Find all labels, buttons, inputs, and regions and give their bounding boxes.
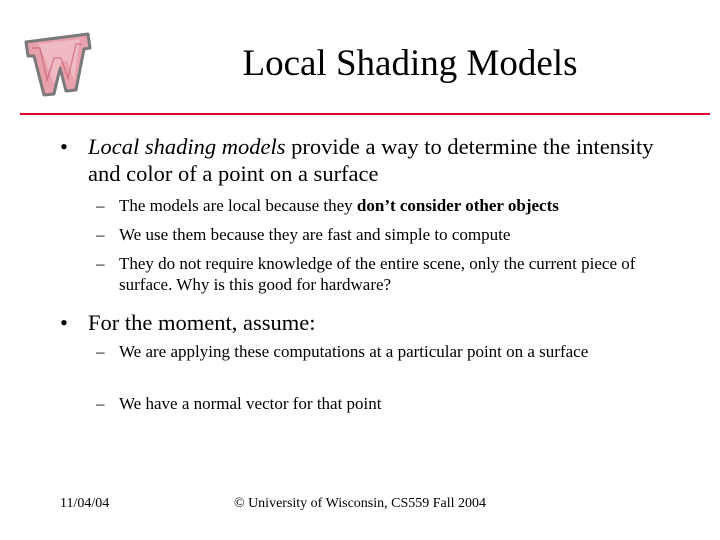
footer-date: 11/04/04: [60, 496, 110, 511]
sub-bullet-marker: –: [96, 196, 105, 215]
sub-bullet-scene: [96, 253, 686, 295]
sub-bullet-text: We are applying these computations at a particular point on a surface: [119, 342, 589, 361]
bullet-text: [88, 133, 680, 187]
bullet-text-rest: provide a way to determine the intensity and color of a point on a surface: [88, 134, 654, 186]
wisconsin-w-logo-icon: [20, 28, 94, 100]
sub-bullet-text: We use them because they are fast and simple to compute: [119, 225, 511, 244]
sub-bullet-text: We have a normal vector for that point: [119, 394, 382, 413]
sub-bullet-marker: –: [96, 254, 105, 273]
sub-bullet-marker: –: [96, 225, 105, 244]
bullet-local-shading: [60, 133, 680, 187]
title-divider: [20, 113, 710, 115]
footer-copyright: © University of Wisconsin, CS559 Fall 2004: [233, 496, 487, 511]
sub-bullet-fast: [96, 224, 686, 245]
bullet-marker: •: [60, 310, 68, 335]
sub-bullet-local: [96, 195, 686, 216]
sub-bullet-text: The models are local because they don’t consider other objects: [119, 196, 559, 215]
bullet-assume: [60, 309, 680, 336]
bullet-text: For the moment, assume:: [88, 310, 316, 335]
sub-bullet-marker: –: [96, 394, 105, 413]
bullet-marker: •: [60, 134, 68, 159]
sub-bullet-marker: –: [96, 342, 105, 361]
sub-bullet-normal: [96, 393, 686, 414]
slide-title: Local Shading Models: [242, 43, 578, 84]
sub-bullet-emphasis: don’t consider other objects: [356, 196, 559, 215]
sub-bullet-text: They do not require knowledge of the entire scene, only the current piece of surface. Why is this good for hardware?: [119, 254, 636, 294]
bullet-emphasis: Local shading models: [88, 134, 286, 159]
sub-bullet-computations: [96, 341, 686, 362]
